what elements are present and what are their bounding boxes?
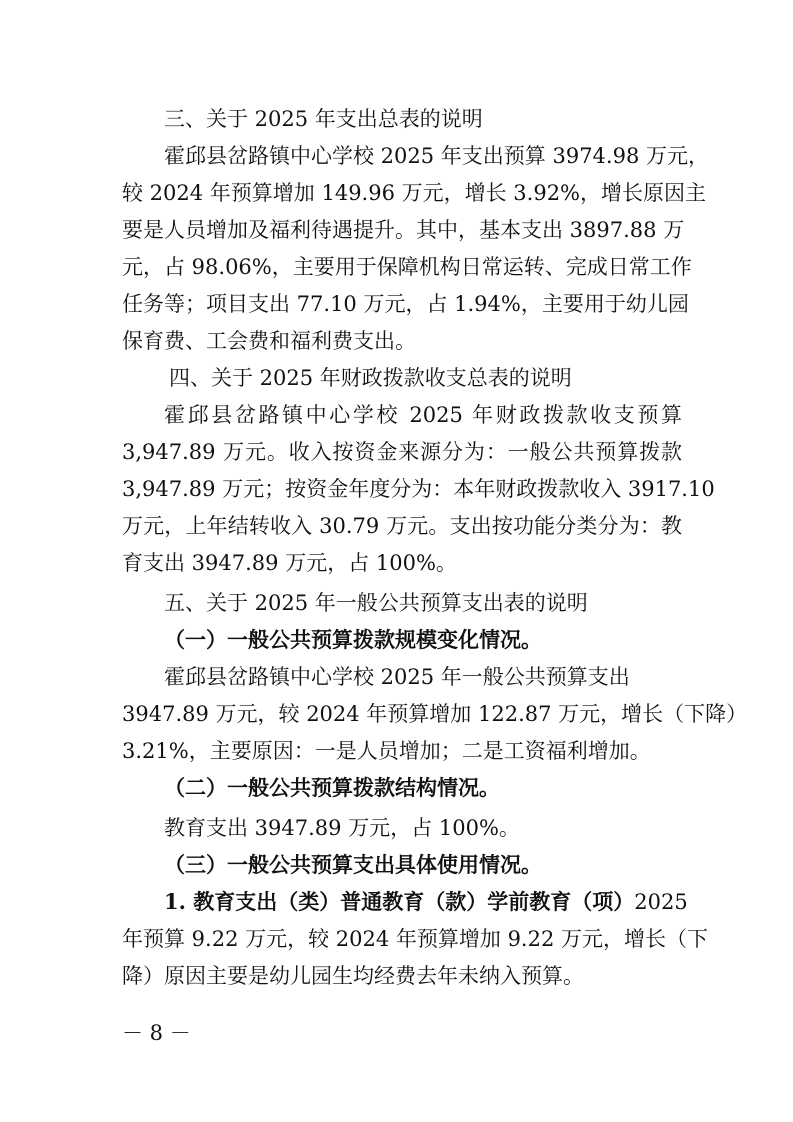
paragraph-line: 3.21%，主要原因：一是人员增加；二是工资福利增加。 xyxy=(122,739,651,763)
paragraph-line: 降）原因主要是幼儿园生均经费去年未纳入预算。 xyxy=(122,964,584,988)
paragraph-line: 较 2024 年预算增加 149.96 万元，增长 3.92%，增长原因主 xyxy=(122,181,707,205)
paragraph-line: 霍邱县岔路镇中心学校 2025 年一般公共预算支出 xyxy=(164,665,630,689)
paragraph-line: 教育支出 3947.89 万元，占 100%。 xyxy=(164,816,520,840)
paragraph-line: 要是人员增加及福利待遇提升。其中，基本支出 3897.88 万 xyxy=(122,218,685,242)
page-number: － 8 － xyxy=(122,1021,191,1045)
paragraph-line: 保育费、工会费和福利费支出。 xyxy=(122,329,416,353)
item-1-title: 1. 教育支出（类）普通教育（款）学前教育（项） xyxy=(164,889,635,914)
paragraph-line: 育支出 3947.89 万元，占 100%。 xyxy=(122,551,457,575)
subsection-2-heading: （二）一般公共预算拨款结构情况。 xyxy=(164,775,500,800)
paragraph-line: 霍邱县岔路镇中心学校 2025 年支出预算 3974.98 万元， xyxy=(164,144,709,168)
paragraph-line: 3947.89 万元，较 2024 年预算增加 122.87 万元，增长（下降） xyxy=(122,702,748,726)
section-5-heading: 五、关于 2025 年一般公共预算支出表的说明 xyxy=(164,591,588,615)
paragraph-line: 任务等；项目支出 77.10 万元，占 1.94%，主要用于幼儿园 xyxy=(122,292,689,316)
section-4-heading: 四、关于 2025 年财政拨款收支总表的说明 xyxy=(169,366,572,390)
section-3-heading: 三、关于 2025 年支出总表的说明 xyxy=(164,107,483,131)
item-1-year: 2025 xyxy=(634,890,688,914)
paragraph-line: 万元，上年结转收入 30.79 万元。支出按功能分类分为：教 xyxy=(122,514,682,538)
paragraph-line: 3,947.89 万元；按资金年度分为：本年财政拨款收入 3917.10 xyxy=(122,477,715,501)
paragraph-line: 元，占 98.06%，主要用于保障机构日常运转、完成日常工作 xyxy=(122,255,692,279)
subsection-3-heading: （三）一般公共预算支出具体使用情况。 xyxy=(164,852,542,877)
paragraph-line: 年预算 9.22 万元，较 2024 年预算增加 9.22 万元，增长（下 xyxy=(122,927,709,951)
paragraph-line: 3,947.89 万元。收入按资金来源分为：一般公共预算拨款 xyxy=(122,440,682,464)
subsection-1-heading: （一）一般公共预算拨款规模变化情况。 xyxy=(164,627,542,652)
paragraph-line: 霍邱县岔路镇中心学校 2025 年财政拨款收支预算 xyxy=(164,403,682,427)
item-1-lead-line xyxy=(164,887,688,917)
